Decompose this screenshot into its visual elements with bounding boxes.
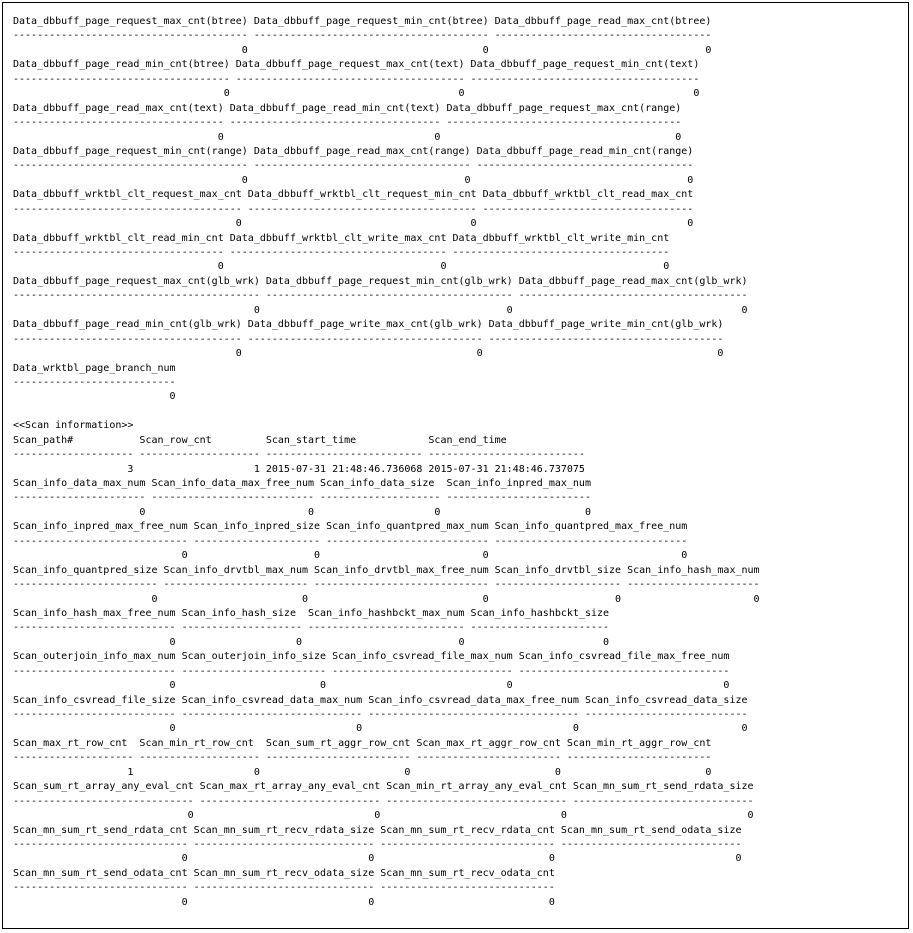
output-line: Scan_mn_sum_rt_send_odata_cnt Scan_mn_sum_rt_recv_odata_size Scan_mn_sum_rt_recv_odata_cnt [13, 867, 555, 879]
output-line: ------------------------------ ------------------------------ ------------------------------ ------------------------------ [13, 795, 754, 807]
output-line: 0 0 0 0 0 [13, 593, 760, 605]
console-output [13, 15, 760, 910]
output-line: Data_dbbuff_page_read_max_cnt(text) Data_dbbuff_page_read_min_cnt(text) Data_dbbuff_page_request_max_cnt(range) [13, 102, 682, 114]
output-line: Scan_info_data_max_num Scan_info_data_max_free_num Scan_info_data_size Scan_info_inpred_max_num [13, 478, 591, 489]
output-frame [2, 2, 909, 929]
output-line: 1 0 0 0 0 [13, 766, 712, 778]
output-line: Data_dbbuff_page_read_min_cnt(btree) Data_dbbuff_page_request_max_cnt(text) Data_dbbuff_page_request_min_cnt(text) [13, 59, 700, 71]
output-line: -------------------- -------------------- ------------------------ ------------------------ ------------------------ [13, 752, 712, 764]
output-line: 0 0 0 [13, 218, 694, 230]
output-line: Scan_info_inpred_max_free_num Scan_info_inpred_size Scan_info_quantpred_max_num Scan_info_quantpred_max_free_num [13, 521, 688, 533]
output-line: --------------------------------------- --------------------------------------- ------------------------------------ [13, 30, 712, 42]
output-line: Data_dbbuff_wrktbl_clt_request_max_cnt Data_dbbuff_wrktbl_clt_request_min_cnt Data_dbbuff_wrktbl_clt_read_max_cnt [13, 189, 694, 201]
output-line: --------------------------- -------------------- -------------------------- ----------------------- [13, 622, 610, 634]
output-line: Scan_mn_sum_rt_send_rdata_cnt Scan_mn_sum_rt_recv_rdata_size Scan_mn_sum_rt_recv_rdata_cnt Scan_mn_sum_rt_send_odata_size [13, 824, 742, 836]
output-line: <<Scan information>> [13, 420, 134, 432]
output-line: 0 0 0 0 [13, 506, 591, 518]
output-line: 0 0 0 0 [13, 810, 754, 822]
output-line: Scan_max_rt_row_cnt Scan_min_rt_row_cnt Scan_sum_rt_aggr_row_cnt Scan_max_rt_aggr_row_cnt Scan_min_rt_aggr_row_cnt [13, 737, 712, 749]
output-line: Scan_info_csvread_file_size Scan_info_csvread_data_max_num Scan_info_csvread_data_max_free_num Scan_info_csvread_data_size [13, 694, 748, 706]
output-line: Scan_outerjoin_info_max_num Scan_outerjoin_info_size Scan_info_csvread_file_max_num Scan_info_csvread_file_max_free_num [13, 651, 730, 663]
output-line: --------------------------- ------------------------------ ----------------------------------- --------------------------- [13, 709, 748, 720]
output-line: Scan_info_hash_max_free_num Scan_info_hash_size Scan_info_hashbckt_max_num Scan_info_hashbckt_size [13, 607, 610, 619]
output-line: 0 0 0 0 [13, 636, 610, 648]
output-line: Data_dbbuff_page_request_max_cnt(glb_wrk) Data_dbbuff_page_request_min_cnt(glb_wrk) Data_dbbuff_page_read_max_cnt(glb_wrk) [13, 275, 748, 287]
output-line: ----------------------------- ------------------------------ ----------------------------- ------------------------------ [13, 838, 742, 850]
output-line: -------------------------------------- -------------------------------------- ----------------------------------- [13, 203, 694, 215]
output-line: 0 0 0 [13, 261, 670, 273]
output-line: 0 0 0 [13, 131, 682, 143]
output-line: 0 0 0 0 [13, 550, 688, 562]
output-line: Scan_path# Scan_row_cnt Scan_start_time Scan_end_time [13, 434, 507, 446]
output-line: Data_wrktbl_page_branch_num [13, 362, 176, 374]
output-line: ----------------------------------- ----------------------------------- --------------------------------------- [13, 117, 682, 129]
output-line: Data_dbbuff_page_request_max_cnt(btree) Data_dbbuff_page_request_min_cnt(btree) Data_dbbuff_page_read_max_cnt(btree) [13, 16, 712, 27]
output-line [13, 405, 760, 419]
output-line: ----------------------------------- ------------------------------------ ------------------------------------ [13, 247, 670, 258]
output-line: ----------------------------- ------------------------------ ----------------------------- [13, 882, 555, 894]
output-line: ----------------------------- --------------------- --------------------------- -------------------------------- [13, 535, 688, 547]
output-line: 3 1 2015-07-31 21:48:46.736068 2015-07-31 21:48:46.737075 [13, 463, 585, 475]
output-line: Data_dbbuff_page_request_min_cnt(range) Data_dbbuff_page_read_max_cnt(range) Data_dbbuff_page_read_min_cnt(range) [13, 145, 694, 157]
output-line: 0 0 0 0 [13, 723, 748, 735]
output-line: ---------------------- --------------------------- -------------------- ------------------------ [13, 492, 591, 504]
output-line: 0 0 0 0 [13, 680, 730, 692]
output-line: --------------------------------------- ------------------------------------ ------------------------------------ [13, 160, 694, 172]
output-line: 0 0 0 [13, 44, 712, 56]
output-line: Scan_sum_rt_array_any_eval_cnt Scan_max_rt_array_any_eval_cnt Scan_min_rt_array_any_eval_cnt Scan_mn_sum_rt_send_rdata_size [13, 781, 754, 793]
output-line: ------------------------ ------------------------ ----------------------------- --------------------- ---------------------- [13, 579, 760, 591]
output-line: -------------------------------------- --------------------------------------- --------------------------------------- [13, 333, 724, 345]
output-line: 0 0 0 0 [13, 853, 742, 865]
output-line: 0 0 0 [13, 348, 724, 360]
output-line: ----------------------------------------- ----------------------------------------- -------------------------------------- [13, 290, 748, 302]
output-line: 0 0 0 [13, 174, 694, 186]
output-line: 0 0 0 [13, 88, 700, 100]
output-line: Data_dbbuff_page_read_min_cnt(glb_wrk) Data_dbbuff_page_write_max_cnt(glb_wrk) Data_dbbuff_page_write_min_cnt(glb_wrk) [13, 319, 724, 331]
output-line: 0 0 0 [13, 304, 748, 316]
output-line: ------------------------------------ -------------------------------------- -------------------------------------- [13, 73, 700, 85]
output-line: Scan_info_quantpred_size Scan_info_drvtbl_max_num Scan_info_drvtbl_max_free_num Scan_info_drvtbl_size Scan_info_hash_max_num [13, 564, 760, 576]
output-line: -------------------- -------------------- -------------------------- -------------------------- [13, 449, 585, 461]
output-line: --------------------------- ------------------------ ------------------------------ ----------------------------------- [13, 665, 730, 677]
output-line: 0 [13, 391, 176, 403]
output-line: Data_dbbuff_wrktbl_clt_read_min_cnt Data_dbbuff_wrktbl_clt_write_max_cnt Data_dbbuff_wrktbl_clt_write_min_cnt [13, 232, 670, 244]
output-line: 0 0 0 [13, 896, 555, 908]
output-line: --------------------------- [13, 376, 176, 388]
